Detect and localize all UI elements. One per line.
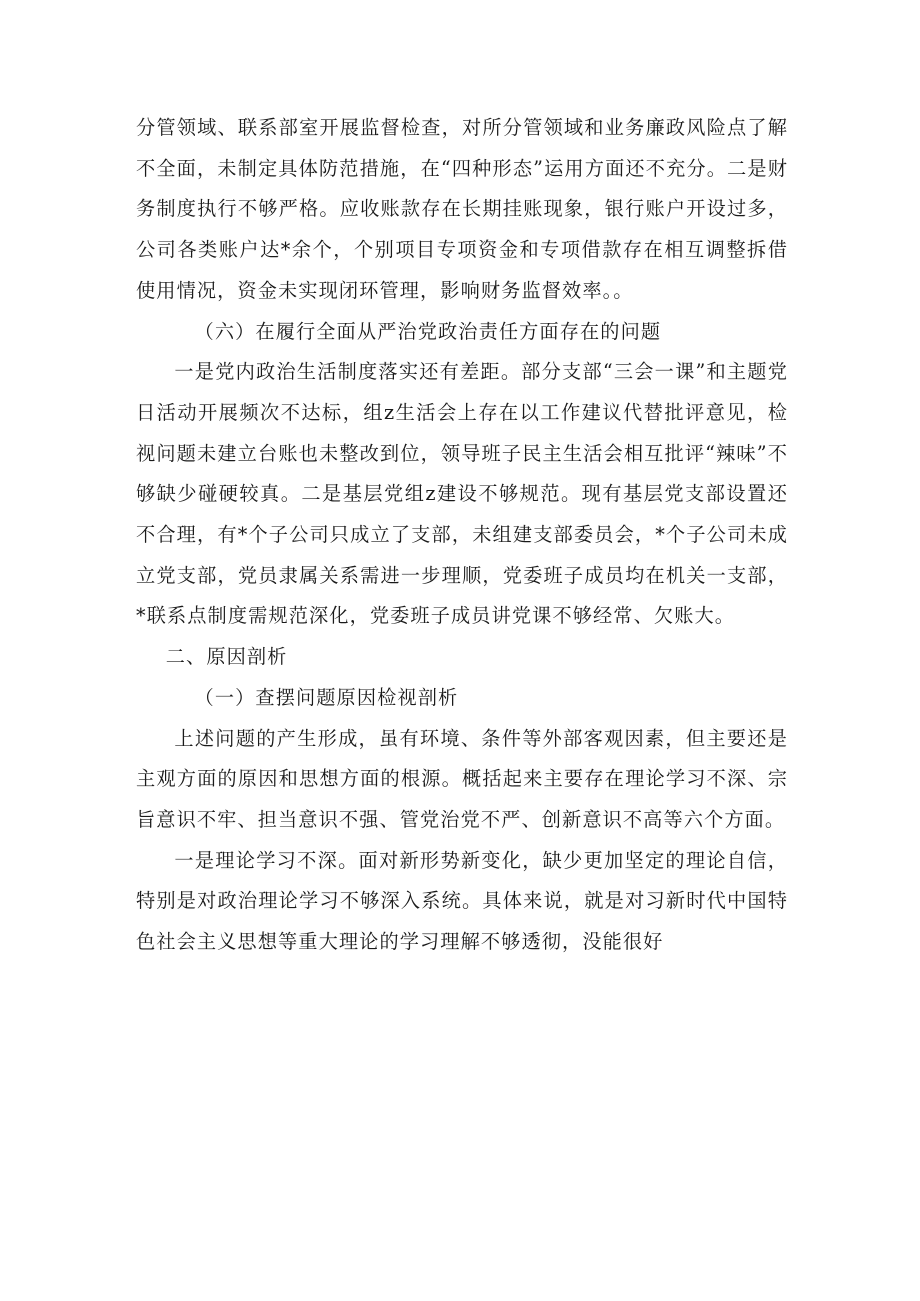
paragraph-continuation: 分管领域、联系部室开展监督检查，对所分管领域和业务廉政风险点了解不全面，未制定具体防范措施，在“四种形态”运用方面还不充分。二是财务制度执行不够严格。应收账款存在长期挂账现象，银行账户开设过多，公司各类账户达*余个，个别项目专项资金和专项借款存在相互调整拆借使用情况，资金未实现闭环管理，影响财务监督效率。。: [136, 116, 788, 302]
paragraph-party-life: 一是党内政治生活制度落实还有差距。部分支部“三会一课”和主题党日活动开展频次不达标，组z生活会上存在以工作建议代替批评意见，检视问题未建立台账也未整改到位，领导班子民主生活会相互批评“辣味”不够缺少碰硬较真。二是基层党组z建设不够规范。现有基层党支部设置还不合理，有*个子公司只成立了支部，未组建支部委员会，*个子公司未成立党支部，党员隶属关系需进一步理顺，党委班子成员均在机关一支部，*联系点制度需规范深化，党委班子成员讲党课不够经常、欠账大。: [136, 360, 788, 628]
paragraph-summary: 上述问题的产生形成，虽有环境、条件等外部客观因素，但主要还是主观方面的原因和思想方面的根源。概括起来主要存在理论学习不深、宗旨意识不牢、担当意识不强、管党治党不严、创新意识不高等六个方面。: [136, 726, 788, 831]
paragraph-theory-study: 一是理论学习不深。面对新形势新变化，缺少更加坚定的理论自信，特别是对政治理论学习不够深入系统。具体来说，就是对习新时代中国特色社会主义思想等重大理论的学习理解不够透彻，没能很好: [136, 848, 788, 954]
chapter-heading-cause-analysis: 二、原因剖析: [165, 645, 288, 669]
section-heading-one: （一）查摆问题原因检视剖析: [194, 685, 459, 709]
section-heading-six: （六）在履行全面从严治党政治责任方面存在的问题: [194, 319, 662, 343]
document-body: [136, 108, 788, 963]
